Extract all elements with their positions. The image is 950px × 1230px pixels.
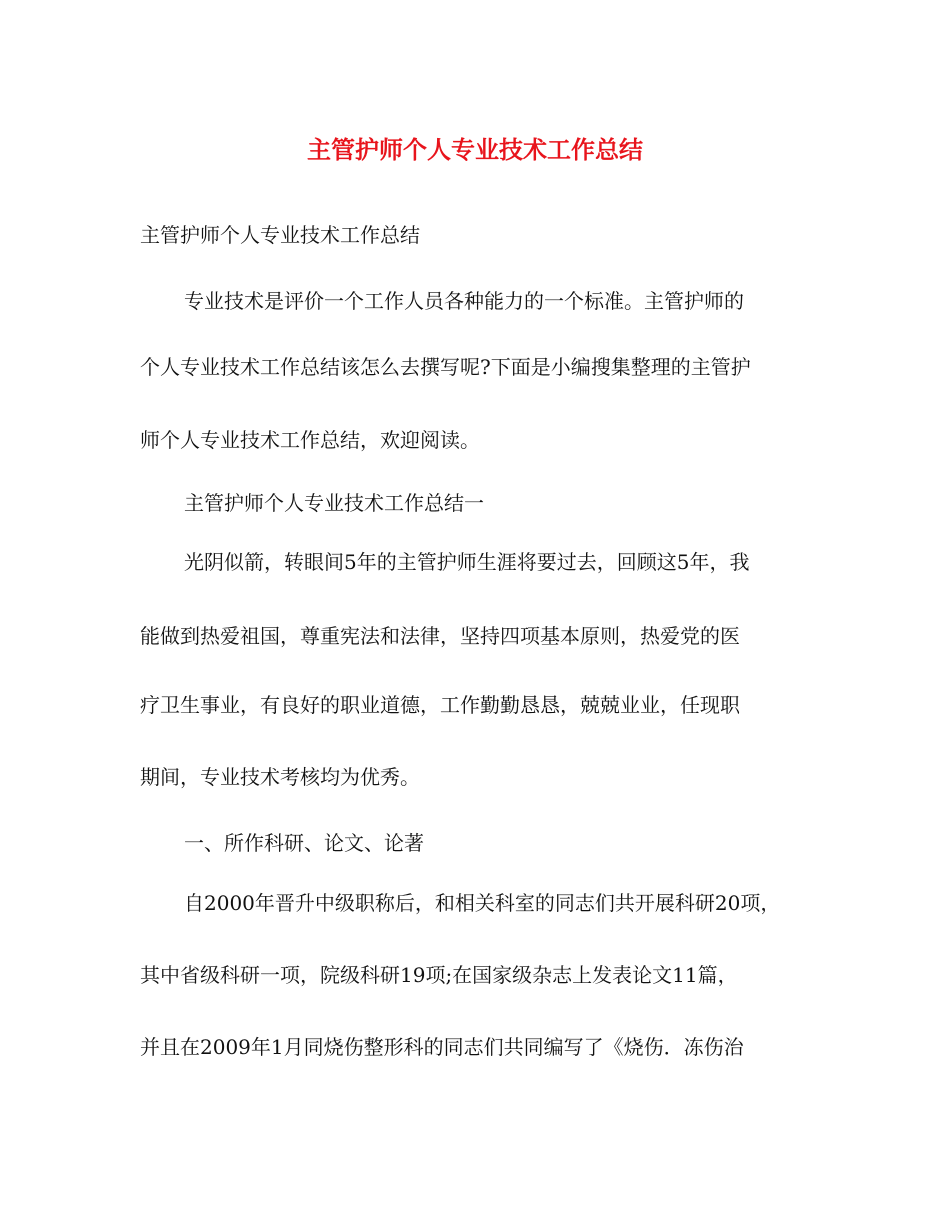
section-heading: 一、所作科研、论文、论著 xyxy=(184,831,424,855)
paragraph-line: 期间，专业技术考核均为优秀。 xyxy=(140,765,420,789)
paragraph-line: 光阴似箭，转眼间5年的主管护师生涯将要过去，回顾这5年，我 xyxy=(184,550,750,574)
paragraph-line: 师个人专业技术工作总结，欢迎阅读。 xyxy=(140,428,480,452)
paragraph-line: 专业技术是评价一个工作人员各种能力的一个标准。主管护师的 xyxy=(184,289,744,313)
section-heading: 主管护师个人专业技术工作总结一 xyxy=(184,491,484,515)
document-subtitle: 主管护师个人专业技术工作总结 xyxy=(140,223,420,247)
paragraph-line: 自2000年晋升中级职称后，和相关科室的同志们共开展科研20项， xyxy=(184,891,781,915)
paragraph-line: 并且在2009年1月同烧伤整形科的同志们共同编写了《烧伤．冻伤治 xyxy=(140,1035,744,1059)
paragraph-line: 疗卫生事业，有良好的职业道德，工作勤勤恳恳，兢兢业业，任现职 xyxy=(140,693,740,717)
document-title: 主管护师个人专业技术工作总结 xyxy=(307,135,643,164)
paragraph-line: 其中省级科研一项，院级科研19项;在国家级杂志上发表论文11篇， xyxy=(140,963,738,987)
paragraph-line: 个人专业技术工作总结该怎么去撰写呢?下面是小编搜集整理的主管护 xyxy=(140,355,751,379)
paragraph-line: 能做到热爱祖国，尊重宪法和法律，坚持四项基本原则，热爱党的医 xyxy=(140,624,740,648)
